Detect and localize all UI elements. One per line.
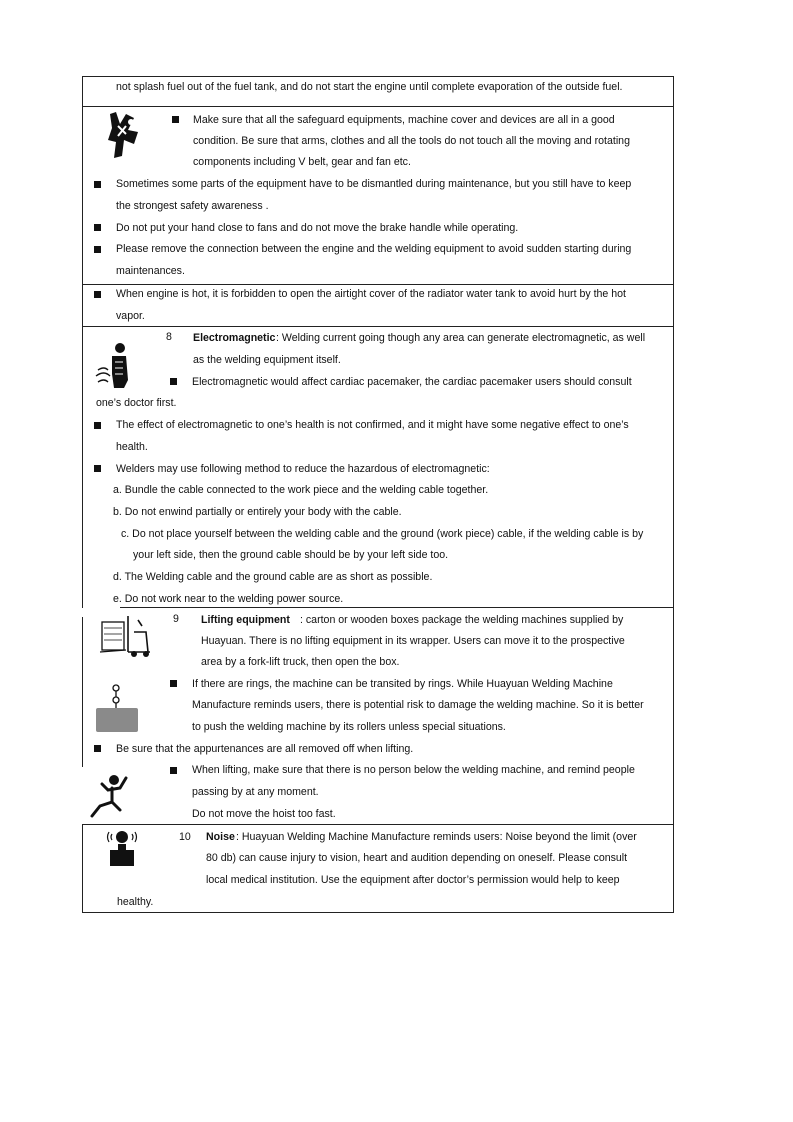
bullet-icon: [94, 422, 101, 429]
maintenance-item-4: Please remove the connection between the engine and the welding equipment to avoid sudden starting during: [116, 243, 632, 255]
electromagnetic-item-3: Welders may use following method to reduce the hazardous of electromagnetic:: [116, 463, 490, 475]
bullet-icon: [94, 246, 101, 253]
bullet-icon: [94, 291, 101, 298]
bullet-icon: [94, 745, 101, 752]
lifting-intro: area by a fork-lift truck, then open the box.: [201, 656, 400, 668]
row-divider: [82, 284, 674, 285]
table-top-border: [82, 76, 674, 77]
radiator-warning: vapor.: [116, 310, 145, 322]
table-bottom-border: [82, 912, 674, 913]
lifting-intro: Huayuan. There is no lifting equipment in its wrapper. Users can move it to the prospective: [201, 635, 625, 647]
method-a: a. Bundle the cable connected to the work piece and the welding cable together.: [113, 484, 489, 496]
row-divider: [82, 106, 674, 107]
bullet-icon: [172, 116, 179, 123]
electromagnetic-item-2: The effect of electromagnetic to one’s health is not confirmed, and it might have some negative effect to one’s: [116, 419, 629, 431]
bullet-icon: [94, 465, 101, 472]
method-c: c. Do not place yourself between the welding cable and the ground (work piece) cable, if the welding cable is by: [121, 528, 644, 540]
noise-intro: healthy.: [117, 896, 154, 908]
table-left-border: [82, 617, 83, 767]
maintenance-item-3: Do not put your hand close to fans and do not move the brake handle while operating.: [116, 222, 519, 234]
noise-intro: local medical institution. Use the equipment after doctor’s permission would help to keep: [206, 874, 620, 886]
maintenance-item-1: Make sure that all the safeguard equipments, machine cover and devices are all in a good: [193, 114, 615, 126]
noise-hazard-icon: [106, 828, 138, 868]
lifting-item-2: Be sure that the appurtenances are all removed off when lifting.: [116, 743, 414, 755]
method-b: b. Do not enwind partially or entirely your body with the cable.: [113, 506, 402, 518]
lifting-item-3: When lifting, make sure that there is no person below the welding machine, and remind people: [192, 764, 635, 776]
lifting-item-1: to push the welding machine by its rollers unless special situations.: [192, 721, 506, 733]
section-number-10: 10: [179, 831, 191, 843]
electromagnetic-intro: as the welding equipment itself.: [193, 354, 341, 366]
maintenance-item-1: components including V belt, gear and fan etc.: [193, 156, 411, 168]
electromagnetic-title: Electromagnetic: [193, 332, 276, 344]
lifting-title: Lifting equipment: [201, 614, 290, 626]
electromagnetic-item-2: health.: [116, 441, 148, 453]
noise-intro: : Huayuan Welding Machine Manufacture reminds users: Noise beyond the limit (over: [236, 831, 637, 843]
row-divider: [120, 607, 674, 608]
fuel-text: not splash fuel out of the fuel tank, and do not start the engine until complete evaporation of the outside fuel.: [116, 81, 623, 93]
noise-intro: 80 db) can cause injury to vision, heart and audition depending on oneself. Please consult: [206, 852, 628, 864]
method-d: d. The Welding cable and the ground cable are as short as possible.: [113, 571, 433, 583]
maintenance-item-2: Sometimes some parts of the equipment have to be dismantled during maintenance, but you still have to keep: [116, 178, 632, 190]
bullet-icon: [170, 378, 177, 385]
crane-hook-icon: [94, 684, 140, 734]
bullet-icon: [170, 767, 177, 774]
table-left-border: [82, 76, 83, 608]
bullet-icon: [94, 224, 101, 231]
method-e: e. Do not work near to the welding power source.: [113, 593, 344, 605]
lifting-item-1: If there are rings, the machine can be transited by rings. While Huayuan Welding Machine: [192, 678, 613, 690]
noise-title: Noise: [206, 831, 235, 843]
lifting-item-3: passing by at any moment.: [192, 786, 319, 798]
bullet-icon: [170, 680, 177, 687]
section-number-9: 9: [173, 613, 179, 625]
bullet-icon: [94, 181, 101, 188]
section-number-8: 8: [166, 331, 172, 343]
maintenance-item-2: the strongest safety awareness .: [116, 200, 269, 212]
lifting-item-3: Do not move the hoist too fast.: [192, 808, 336, 820]
row-divider: [82, 824, 674, 825]
electromagnetic-item-1: one’s doctor first.: [96, 397, 177, 409]
falling-person-icon: [88, 772, 132, 820]
table-right-border: [673, 76, 674, 913]
table-left-border: [82, 824, 83, 913]
electromagnetic-intro: : Welding current going though any area can generate electromagnetic, as well: [276, 332, 646, 344]
electromagnetic-item-1: Electromagnetic would affect cardiac pacemaker, the cardiac pacemaker users should consult: [192, 376, 632, 388]
lifting-intro: : carton or wooden boxes package the welding machines supplied by: [300, 614, 624, 626]
maintenance-item-4: maintenances.: [116, 265, 185, 277]
radiator-warning: When engine is hot, it is forbidden to open the airtight cover of the radiator water tank to avoid hurt by the hot: [116, 288, 626, 300]
lifting-item-1: Manufacture reminds users, there is potential risk to damage the welding machine. So it is better: [192, 699, 644, 711]
rotating-parts-hazard-icon: [104, 110, 144, 162]
forklift-icon: [98, 612, 154, 660]
method-c: your left side, then the ground cable should be by your left side too.: [133, 549, 449, 561]
row-divider: [82, 326, 674, 327]
maintenance-item-1: condition. Be sure that arms, clothes and all the tools do not touch all the moving and rotating: [193, 135, 630, 147]
electromagnetic-hazard-icon: [94, 340, 134, 390]
